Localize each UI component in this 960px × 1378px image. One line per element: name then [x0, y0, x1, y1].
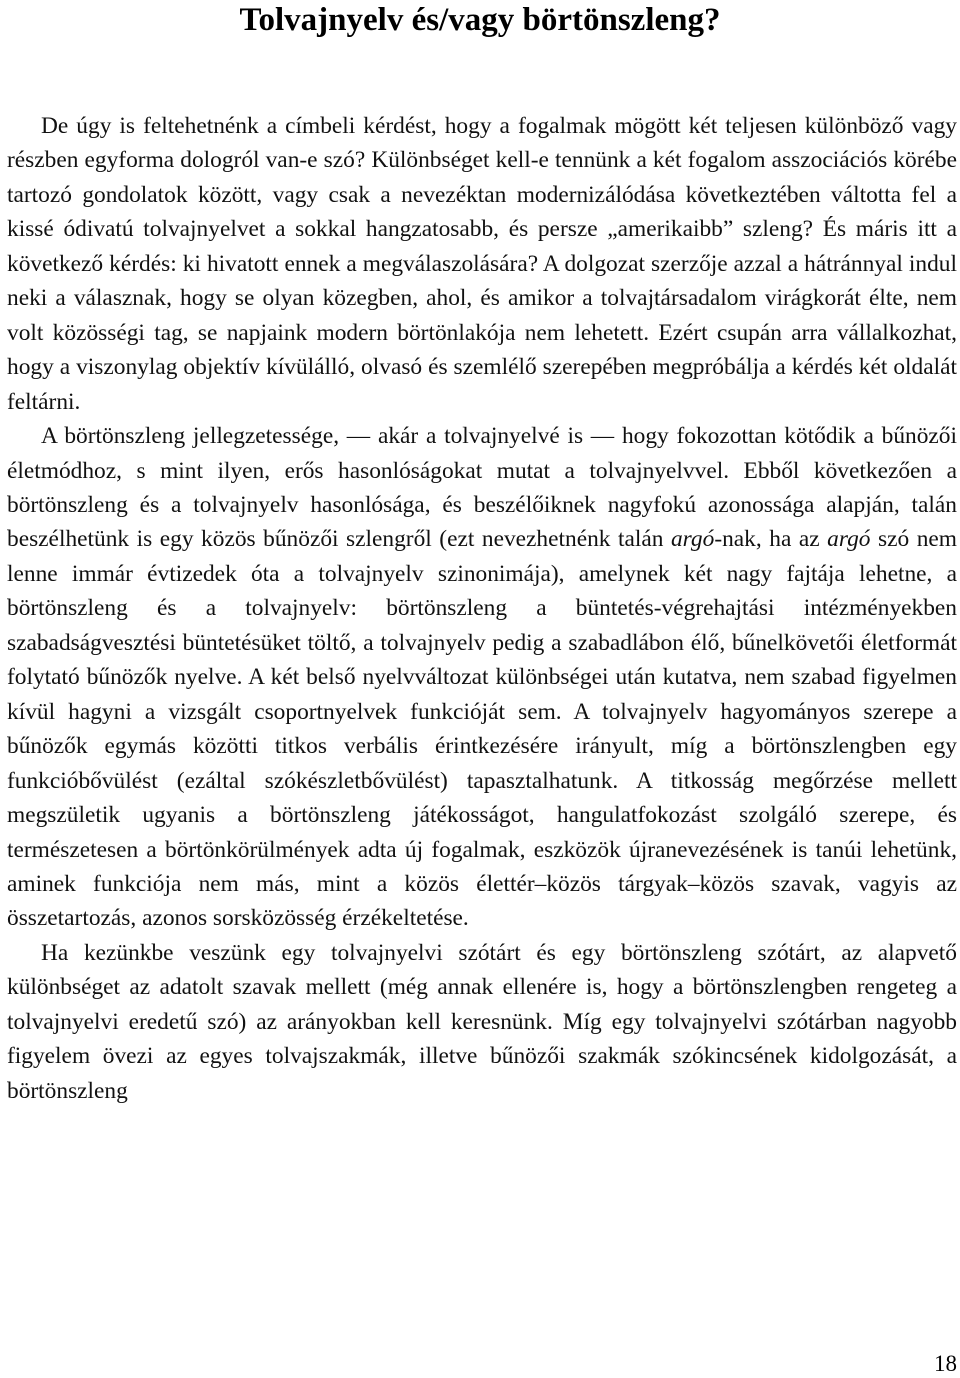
body-text — [7, 109, 957, 1108]
paragraph-1 — [7, 109, 957, 419]
paragraph-2-text-end: szó nem lenne immár évtizedek óta a tolvajnyelv szinonimája), amelynek két nagy fajtája lehetne, a börtönszleng és a tolvajnyelv: börtönszleng a büntetés-végrehajtási intézményekben szabadságvesztési büntetésüket töltő, a tolvajnyelv pedig a szabadlábon élő, bűnelkövetői életformát folytató bűnözők nyelve. A két belső nyelvváltozat különbségei után kutatva, nem szabad figyelmen kívül hagyni a vizsgált csoportnyelvek funkcióját sem. A tolvajnyelv hagyományos szerepe a bűnözők egymás közötti titkos verbális érintkezésére irányult, míg a börtönszlengben egy funkcióbővülést (ezáltal szókészletbővülést) tapasztalhatunk. A titkosság megőrzése mellett megszületik ugyanis a börtönszleng játékosságot, hangulatfokozást szolgáló szerepe, és természetesen a börtönkörülmények adta új fogalmak, eszközök újranevezésének is tanúi lehetünk, aminek funkciója nem más, mint a közös élettér–közös tárgyak–közös szavak, vagyis az összetartozás, azonos sorsközösség érzékeltetése. — [7, 526, 957, 932]
page-number: 18 — [934, 1351, 957, 1376]
italic-term-argo-2: argó — [827, 526, 871, 553]
paragraph-1-text: De úgy is feltehetnénk a címbeli kérdést, hogy a fogalmak mögött két teljesen különböző vagy részben egyforma dologról van-e szó? Különbséget kell-e tennünk a két fogalom asszociációs körébe tartozó gondolatok között, vagy csak a nevezéktan modernizálódása következtében váltotta fel a kissé ódivatú tolvajnyelvet a sokkal hangzatosabb, és persze „amerikaibb” szleng? És máris itt a következő kérdés: ki hivatott ennek a megválaszolására? A dolgozat szerzője azzal a hátránnyal indul neki a válasznak, hogy se olyan közegben, ahol, és amikor a tolvajtársadalom virágkorát élte, nem volt közösségi tag, se napjaink modern börtönlakója nem lehetett. Ezért csupán arra vállalkozhat, hogy a viszonylag objektív kívülálló, olvasó és szemlélő szerepében megpróbálja a kérdés két oldalát feltárni. — [7, 113, 957, 415]
paragraph-3 — [7, 936, 957, 1108]
italic-term-argo-1: argó — [670, 526, 715, 553]
paragraph-3-text: Ha kezünkbe veszünk egy tolvajnyelvi szótárt és egy börtönszleng szótárt, az alapvető különbséget az adatolt szavak mellett (még annak ellenére is, hogy a börtönszlengben rengeteg a tolvajnyelvi eredetű szó) az arányokban kell keresnünk. Míg egy tolvajnyelvi szótárban nagyobb figyelem övezi az egyes tolvajszakmák, illetve bűnözői szakmák szókincsének kidolgozását, a börtönszleng — [7, 939, 957, 1104]
paragraph-2-text-start: A börtönszleng jellegzetessége, — akár a tolvajnyelvé is — hogy fokozottan kötődik a bűnözői életmódhoz, s mint ilyen, erős hasonlóságokat mutat a tolvajnyelvvel. Ebből következően a börtönszleng és a tolvajnyelv hasonlósága, és beszélőiknek nagyfokú azonossága alapján, talán beszélhetünk is egy közös bűnözői szlengről (ezt nevezhetnénk talán — [7, 423, 957, 553]
paragraph-2-text-middle: -nak, ha az — [714, 526, 828, 553]
paragraph-2 — [7, 419, 957, 936]
page-title: Tolvajnyelv és/vagy börtönszleng? — [239, 2, 721, 38]
